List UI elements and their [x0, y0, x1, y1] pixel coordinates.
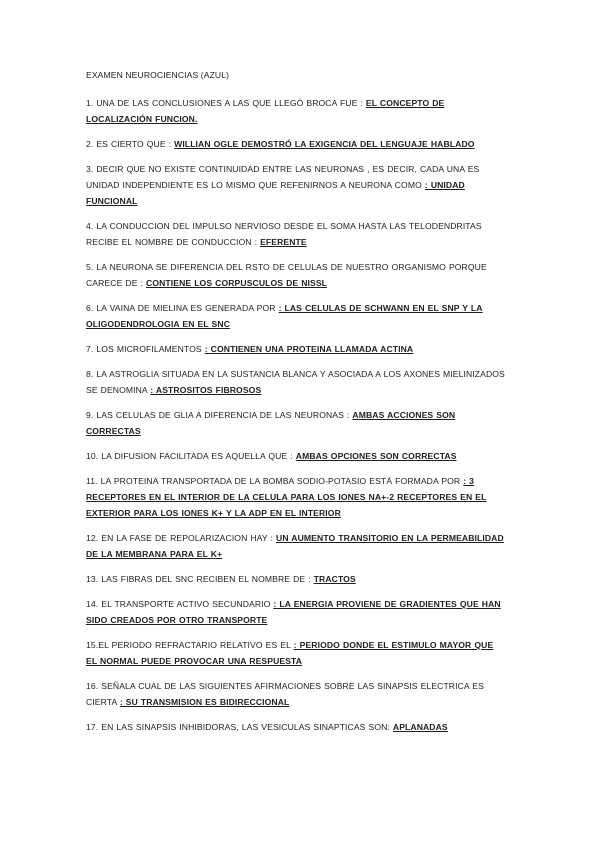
question-4 [86, 218, 506, 250]
question-text: 3. DECIR QUE NO EXISTE CONTINUIDAD ENTRE LAS NEURONAS , ES DECIR, CADA UNA ES UNIDAD INDEPENDIENTE ES LO MISMO QUE REFENIRNOS A NEURONA COMO [86, 164, 480, 190]
answer-text: : CONTIENEN UNA PROTEINA LLAMADA ACTINA [204, 344, 414, 354]
question-text: 16. SEÑALA CUAL DE LAS SIGUIENTES AFIRMACIONES SOBRE LAS SINAPSIS ELECTRICA ES CIERTA [86, 681, 484, 707]
question-text: 9. LAS CELULAS DE GLIA A DIFERENCIA DE LAS NEURONAS : [86, 410, 353, 420]
question-10 [86, 448, 506, 464]
answer-text: CONTIENE LOS CORPUSCULOS DE NISSL [146, 278, 328, 288]
question-8 [86, 366, 506, 398]
question-text: 7. LOS MICROFILAMENTOS [86, 344, 205, 354]
question-2 [86, 136, 506, 152]
answer-text: : LAS CELULAS DE SCHWANN EN EL SNP Y LA OLIGODENDROLOGIA EN EL SNC [86, 303, 483, 329]
question-7 [86, 341, 506, 357]
answer-text: : 3 RECEPTORES EN EL INTERIOR DE LA CELULA PARA LOS IONES NA+-2 RECEPTORES EN EL EXTERIOR PARA LOS IONES K+ Y LA ADP EN EL INTERIOR [86, 476, 487, 518]
question-13 [86, 571, 506, 587]
answer-text: TRACTOS [313, 574, 356, 584]
question-text: 17. EN LAS SINAPSIS INHIBIDORAS, LAS VESICULAS SINAPTICAS SON: [86, 722, 393, 732]
question-text: 13. LAS FIBRAS DEL SNC RECIBEN EL NOMBRE DE : [86, 574, 314, 584]
question-text: 14. EL TRANSPORTE ACTIVO SECUNDARIO [86, 599, 274, 609]
question-5 [86, 259, 506, 291]
answer-text: WILLIAN OGLE DEMOSTRÓ LA EXIGENCIA DEL LENGUAJE HABLADO [174, 139, 475, 149]
question-17 [86, 719, 506, 735]
answer-text: : PERIODO DONDE EL ESTIMULO MAYOR QUE EL NORMAL PUEDE PROVOCAR UNA RESPUESTA [86, 640, 494, 666]
question-text: 8. LA ASTROGLIA SITUADA EN LA SUSTANCIA BLANCA Y ASOCIADA A LOS AXONES MIELINIZADOS SE DENOMINA [86, 369, 505, 395]
answer-text: : SU TRANSMISION ES BIDIRECCIONAL [119, 697, 290, 707]
question-12 [86, 530, 506, 562]
answer-text: EL CONCEPTO DE LOCALIZACIÓN FUNCION. [86, 98, 445, 124]
question-text: 15.EL PERIODO REFRACTARIO RELATIVO ES EL [86, 640, 294, 650]
question-14 [86, 596, 506, 628]
question-text: 12. EN LA FASE DE REPOLARIZACION HAY : [86, 533, 277, 543]
question-text: 4. LA CONDUCCION DEL IMPULSO NERVIOSO DESDE EL SOMA HASTA LAS TELODENDRITAS RECIBE EL NOMBRE DE CONDUCCION : [86, 221, 482, 247]
answer-text: : ASTROSITOS FIBROSOS [150, 385, 262, 395]
question-text: 11. LA PROTEINA TRANSPORTADA DE LA BOMBA SODIO-POTASIO ESTÁ FORMADA POR [86, 476, 464, 486]
question-text: 6. LA VAINA DE MIELINA ES GENERADA POR [86, 303, 279, 313]
answer-text: UN AUMENTO TRANSITORIO EN LA PERMEABILIDAD DE LA MEMBRANA PARA EL K+ [86, 533, 504, 559]
question-11 [86, 473, 506, 521]
question-15 [86, 637, 506, 669]
answer-text: AMBAS ACCIONES SON CORRECTAS [86, 410, 456, 436]
question-text: 5. LA NEURONA SE DIFERENCIA DEL RSTO DE CELULAS DE NUESTRO ORGANISMO PORQUE CARECE DE : [86, 262, 487, 288]
question-text: 1. UNA DE LAS CONCLUSIONES A LAS QUE LLEGÓ BROCA FUE : [86, 98, 366, 108]
question-16 [86, 678, 506, 710]
answer-text: : LA ENERGIA PROVIENE DE GRADIENTES QUE HAN SIDO CREADOS POR OTRO TRANSPORTE [86, 599, 501, 625]
question-text: 2. ES CIERTO QUE : [86, 139, 175, 149]
question-text: 10. LA DIFUSION FACILITADA ES AQUELLA QUE : [86, 451, 296, 461]
answer-text: APLANADAS [392, 722, 448, 732]
document-page [86, 69, 506, 744]
question-1 [86, 95, 506, 127]
answer-text: : UNIDAD FUNCIONAL [86, 180, 465, 206]
answer-text: EFERENTE [260, 237, 307, 247]
document-title: EXAMEN NEUROCIENCIAS (AZUL) [86, 70, 230, 80]
question-9 [86, 407, 506, 439]
question-3 [86, 161, 506, 209]
question-6 [86, 300, 506, 332]
answer-text: AMBAS OPCIONES SON CORRECTAS [295, 451, 457, 461]
